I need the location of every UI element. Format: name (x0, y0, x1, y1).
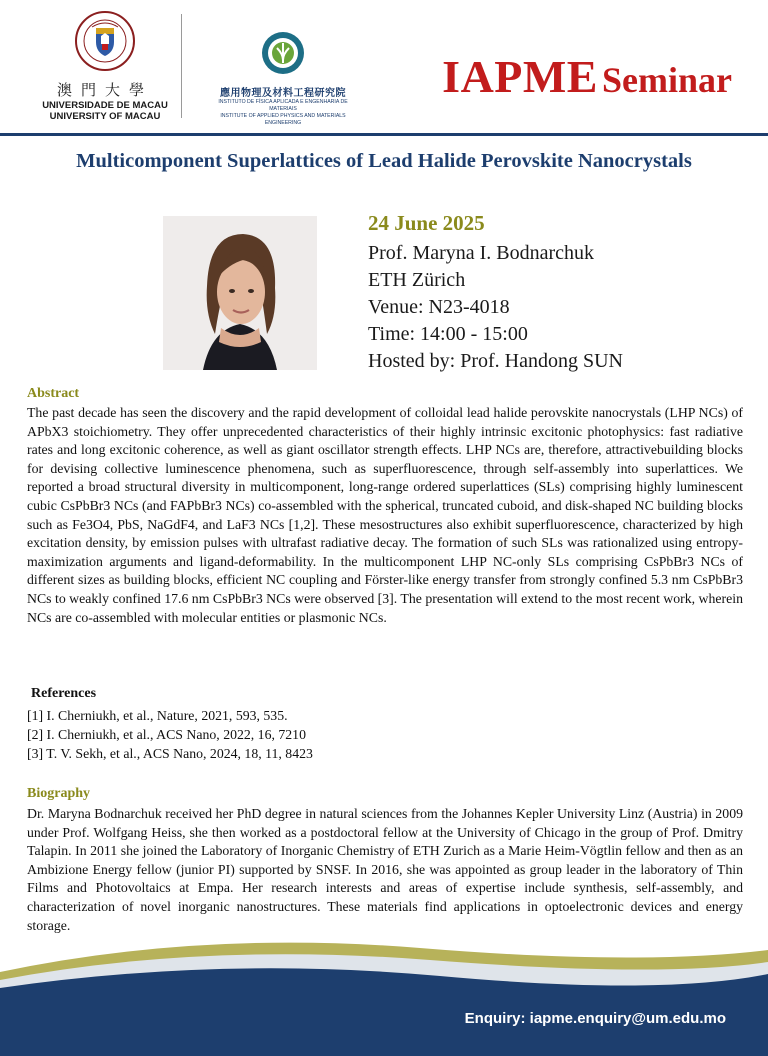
university-of-macau-logo (30, 10, 180, 125)
talk-time: Time: 14:00 - 15:00 (368, 323, 528, 345)
biography-text: Dr. Maryna Bodnarchuk received her PhD degree in natural sciences from the Johannes Kepler University Linz (Austria) in 2009 under Prof. Wolfgang Heiss, she then worked as a postdoctoral fellow at the University of Chicago in the group of Prof. Dmitry Talapin. In 2011 she joined the Laboratory of Inorganic Chemistry of ETH Zurich as a Marie Heim-Vögtlin fellow and then as an Ambizione Energy fellow (junior PI) supported by SNSF. In 2016, she was appointed as group leader in the laboratory of Thin Films and Photovoltaics at Empa. Her research interests and areas of expertise include synthesis, self-assembly, and characterization of novel inorganic nanostructures. These materials find applications in optoelectronic devices and energy storage. (27, 806, 743, 933)
enquiry-email[interactable]: Enquiry: iapme.enquiry@um.edu.mo (464, 1010, 726, 1027)
abstract-heading: Abstract (27, 386, 80, 401)
speaker-photo-icon (163, 216, 317, 370)
talk-date: 24 June 2025 (368, 211, 485, 235)
references-heading: References (31, 686, 97, 701)
abstract-text: The past decade has seen the discovery and the rapid development of colloidal lead halide perovskite nanocrystals (LHP NCs) of APbX3 stoichiometry. They offer unprecedented characteristics of their highly intrinsic excitonic photophysics: fast radiative rates and long excitonic coherence, as well as giant oscillator strength effects. LHP NCs are, therefore, attractivebuilding blocks for devising collective luminescence phenomena, such as superfluorescence, through self-assembly into superlattices. We reported a broad structural diversity in multicomponent, long-range ordered superlattices (SLs) comprising highly luminescent cubic CsPbBr3 NCs (and FAPbBr3 NCs) co-assembled with the spherical, truncated cuboid, and disk-shaped NC building blocks such as Fe3O4, PbS, NaGdF4, and LaF3 NCs [1,2]. These mesostructures also exhibit superfluorescence, characterized by high excitation density, by emission pulses with ultrafast radiative decay. The formation of such SLs was rationalized using entropy-maximization arguments and ligand-deformability. In the multicomponent LHP NC-only SLs comprising CsPbBr3 NCs of different sizes as building blocks, efficient NC coupling and Förster-like energy transfer from strongly confined 5.3 nm CsPbBr3 NCs to weakly confined 17.6 nm CsPbBr3 NCs were observed [3]. The presentation will extend to the most recent work, wherein NCs are co-assembled with molecular entities or plasmonic NCs. (27, 405, 743, 625)
seminar-title-iapme: IAPME (442, 51, 598, 102)
talk-venue: Venue: N23-4018 (368, 296, 510, 318)
talk-info (368, 210, 623, 375)
biography-heading: Biography (27, 786, 91, 801)
references-list (27, 706, 313, 763)
talk-title: Multicomponent Superlattices of Lead Halide Perovskite Nanocrystals (76, 150, 692, 172)
seminar-title (442, 50, 732, 103)
reference-item: [2] I. Cherniukh, et al., ACS Nano, 2022, 16, 7210 (27, 727, 306, 742)
um-name-chinese: 澳門大學 (56, 81, 153, 99)
iapme-name-portuguese: INSTITUTO DE FÍSICA APLICADA E ENGENHARIA DE MATERIAIS (218, 99, 348, 112)
header-underline (0, 133, 768, 136)
iapme-name-chinese: 應用物理及材料工程研究院 (220, 88, 346, 99)
iapme-logo (208, 30, 358, 127)
reference-item: [3] T. V. Sekh, et al., ACS Nano, 2024, 18, 11, 8423 (27, 746, 313, 761)
um-name-english: UNIVERSITY OF MACAU (49, 111, 161, 122)
page-header (0, 0, 768, 135)
header-divider (181, 14, 182, 118)
um-name-portuguese: UNIVERSIDADE DE MACAU (42, 100, 168, 111)
reference-item: [1] I. Cherniukh, et al., Nature, 2021, 593, 535. (27, 708, 288, 723)
iapme-name-english: INSTITUTE OF APPLIED PHYSICS AND MATERIALS ENGINEERING (220, 113, 346, 126)
seminar-title-seminar: Seminar (602, 60, 732, 100)
talk-host: Hosted by: Prof. Handong SUN (368, 350, 623, 372)
speaker-name: Prof. Maryna I. Bodnarchuk (368, 242, 595, 264)
iapme-emblem-icon (260, 30, 306, 76)
speaker-affiliation: ETH Zürich (368, 269, 466, 291)
um-crest-icon (74, 10, 136, 72)
speaker-portrait (163, 216, 317, 370)
footer-wave-decoration (0, 920, 768, 1056)
